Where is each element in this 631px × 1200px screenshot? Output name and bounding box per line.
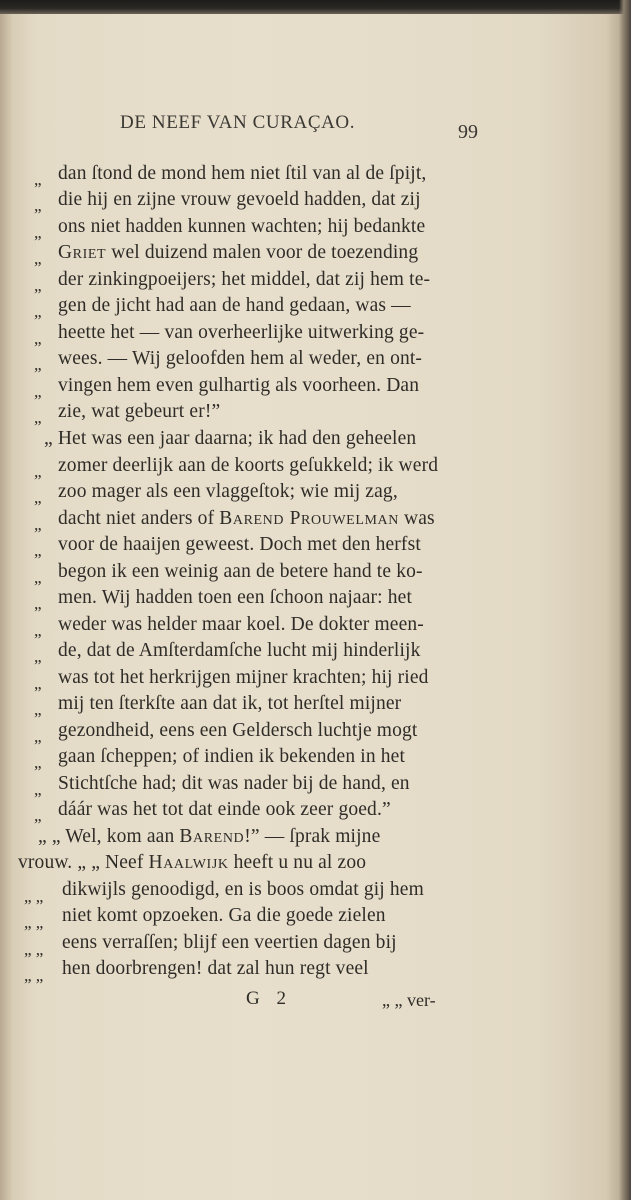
text-line: die hij en zijne vrouw gevoeld hadden, dat zij (58, 189, 421, 210)
quote-mark: „ (34, 541, 42, 560)
text-line: men. Wij hadden toen een ſchoon najaar: het (58, 587, 413, 608)
text-line: weder was helder maar koel. De dokter meen- (58, 614, 424, 635)
quote-mark: „ (34, 674, 42, 693)
quote-mark: „ „ (24, 940, 44, 959)
quote-mark: „ (34, 170, 42, 189)
text-line: begon ik een weinig aan de betere hand te ko- (58, 561, 423, 582)
text-line: „ „ Wel, kom aan Barend!” — ſprak mijne (38, 826, 381, 847)
text-line: dacht niet anders of Barend Prouwelman was (58, 508, 435, 529)
text-line: dáár was het tot dat einde ook zeer goed.” (58, 799, 391, 820)
scan-top-edge (0, 0, 631, 14)
text-line: eens verraſſen; blijf een veertien dagen bij (62, 932, 397, 953)
text-line: was tot het herkrijgen mijner krachten; hij ried (58, 667, 429, 688)
text-line: dikwijls genoodigd, en is boos omdat gij hem (62, 879, 424, 900)
text-line: vrouw. „ „ Neef Haalwijk heeft u nu al zoo (18, 852, 367, 873)
quote-mark: „ (34, 276, 42, 295)
text-line: Griet wel duizend malen voor de toezending (58, 242, 419, 263)
text-line: dan ſtond de mond hem niet ſtil van al de ſpijt, (58, 163, 427, 184)
text-line: zomer deerlijk aan de koorts geſukkeld; ik werd (58, 455, 439, 476)
page-number: 99 (458, 121, 478, 143)
quote-mark: „ (34, 753, 42, 772)
text-line: vingen hem even gulhartig als voorheen. Dan (58, 375, 420, 396)
quote-mark: „ (34, 727, 42, 746)
text-line: „ Het was een jaar daarna; ik had den geheelen (44, 428, 417, 449)
text-line: heette het — van overheerlijke uitwerking ge- (58, 322, 425, 343)
text-line: de, dat de Amſterdamſche lucht mij hinderlijk (58, 640, 421, 661)
text-line: niet komt opzoeken. Ga die goede zielen (62, 905, 386, 926)
signature-mark: G 2 (246, 988, 292, 1009)
quote-mark: „ (34, 382, 42, 401)
quote-mark: „ (34, 462, 42, 481)
text-line: voor de haaijen geweest. Doch met den herfst (58, 534, 421, 555)
quote-mark: „ (34, 515, 42, 534)
quote-mark: „ (34, 408, 42, 427)
text-line: ons niet hadden kunnen wachten; hij bedankte (58, 216, 426, 237)
text-line: gaan ſcheppen; of indien ik bekenden in het (58, 746, 406, 767)
quote-mark: „ (34, 223, 42, 242)
quote-mark: „ (34, 302, 42, 321)
text-line: zoo mager als een vlaggeſtok; wie mij zag, (58, 481, 398, 502)
quote-mark: „ (34, 780, 42, 799)
text-line: wees. — Wij geloofden hem al weder, en ont- (58, 348, 423, 369)
quote-mark: „ (34, 568, 42, 587)
quote-mark: „ (34, 488, 42, 507)
quote-mark: „ (34, 355, 42, 374)
text-line: Stichtſche had; dit was nader bij de hand, en (58, 773, 410, 794)
catchword: „ „ ver- (382, 990, 436, 1010)
quote-mark: „ (34, 249, 42, 268)
quote-mark: „ „ (24, 887, 44, 906)
quote-mark: „ (34, 621, 42, 640)
quote-mark: „ (34, 594, 42, 613)
text-line: der zinkingpoeijers; het middel, dat zij hem te- (58, 269, 431, 290)
quote-mark: „ (34, 329, 42, 348)
quote-mark: „ (34, 647, 42, 666)
running-head: DE NEEF VAN CURAÇAO. (120, 112, 356, 133)
quote-mark: „ (34, 700, 42, 719)
text-line: zie, wat gebeurt er!” (58, 401, 221, 422)
text-line: gezondheid, eens een Geldersch luchtje mogt (58, 720, 418, 741)
text-line: gen de jicht had aan de hand gedaan, was — (58, 295, 411, 316)
quote-mark: „ (34, 196, 42, 215)
quote-mark: „ (34, 806, 42, 825)
quote-mark: „ „ (24, 913, 44, 932)
quote-mark: „ „ (24, 966, 44, 985)
text-line: hen doorbrengen! dat zal hun regt veel (62, 958, 369, 979)
scan-right-edge (619, 0, 631, 1200)
text-line: mij ten ſterkſte aan dat ik, tot herſtel mijner (58, 693, 402, 714)
